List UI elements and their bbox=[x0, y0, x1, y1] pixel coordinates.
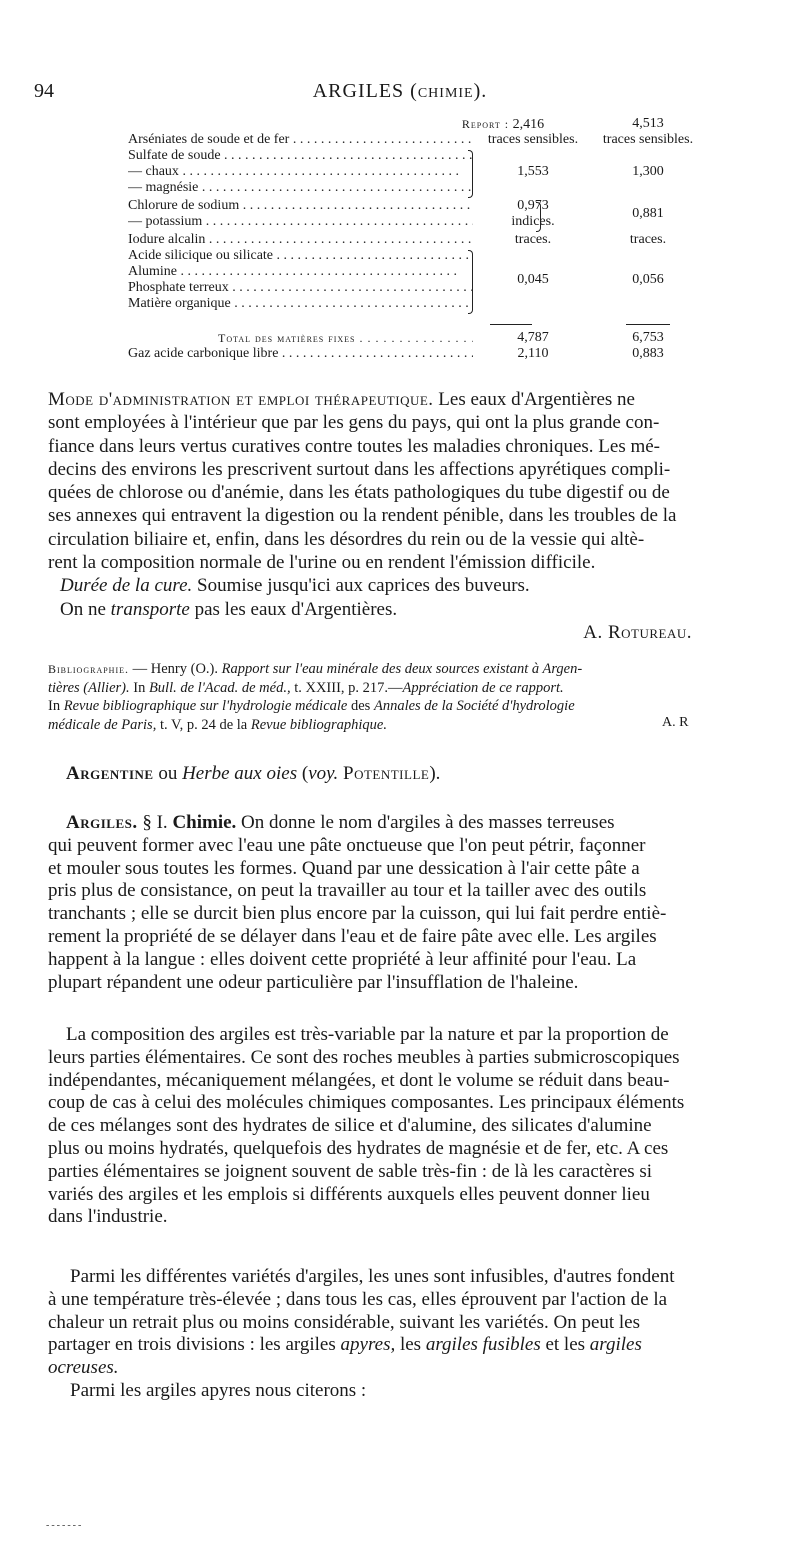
page-number: 94 bbox=[34, 80, 54, 102]
text-span: partager en trois divisions : les argiles bbox=[48, 1334, 336, 1356]
row-value-2: 1,300 bbox=[632, 164, 664, 179]
footer-dashes: ------- bbox=[46, 1520, 84, 1531]
gas-label: Gaz acide carbonique libre . . . bbox=[128, 346, 473, 362]
total-row bbox=[128, 330, 728, 346]
table-row bbox=[128, 180, 728, 196]
row-value-2: 0,881 bbox=[632, 206, 664, 221]
row-label: Matière organique . . . bbox=[128, 296, 473, 312]
total-label: Total des matières fixes . . . bbox=[218, 330, 473, 346]
duree-label: Durée de la cure. bbox=[60, 575, 193, 597]
text-line: sont employées à l'intérieur que par les gens du pays, qui ont la plus grande con- bbox=[48, 412, 660, 434]
text-line: tranchants ; elle se durcit bien plus encore par la cuisson, qui lui fait perdre entiè- bbox=[48, 903, 667, 925]
bib-text: t. XXIII, p. 217.— bbox=[294, 679, 403, 696]
table-row bbox=[128, 232, 728, 248]
text-span: les bbox=[399, 1334, 422, 1356]
total-value-2: 6,753 bbox=[632, 330, 664, 345]
bibliography-signature: A. R bbox=[662, 715, 689, 730]
text-line: On donne le nom d'argiles à des masses terreuses bbox=[241, 812, 615, 833]
text-line: qui peuvent former avec l'eau une pâte onctueuse que l'on peut pétrir, façonner bbox=[48, 834, 646, 856]
running-title-main: ARGILES ( bbox=[312, 80, 418, 102]
running-title-end: ). bbox=[473, 80, 488, 102]
text-line: pris plus de consistance, on peut la travailler au tour et la tailler avec des outils bbox=[48, 880, 647, 902]
table-row bbox=[128, 214, 728, 230]
bib-italic: Bull. de l'Acad. de méd., bbox=[148, 679, 291, 696]
row-value-2: traces sensibles. bbox=[602, 132, 694, 147]
argiles-term: Argiles. bbox=[66, 812, 138, 833]
report-row bbox=[128, 116, 728, 132]
text-line: indépendantes, mécaniquement mélangées, et dont le volume se réduit dans beau- bbox=[48, 1069, 670, 1091]
row-value-1: 0,045 bbox=[517, 272, 549, 287]
transport-text-a: On ne bbox=[60, 598, 106, 620]
text-line: ses annexes qui entravent la digestion ou la rendent pénible, dans les troubles de la bbox=[48, 505, 677, 527]
bib-text: In bbox=[133, 679, 146, 696]
text-line: decins des environs les prescrivent surtout dans les affections apyrétiques compli- bbox=[48, 458, 671, 480]
argiles-paragraph-3 bbox=[48, 1266, 768, 1403]
gas-value-1: 2,110 bbox=[517, 346, 549, 361]
row-value-1: 0,973 bbox=[517, 198, 549, 213]
table-row bbox=[128, 164, 728, 180]
bibliography bbox=[48, 660, 768, 734]
row-label: — potassium . . . bbox=[128, 214, 473, 230]
bib-text: des bbox=[351, 698, 371, 714]
text-line: plus ou moins hydratés, quelquefois des hydrates de magnésie et de fer, etc. A ces bbox=[48, 1137, 669, 1159]
total-rule-1 bbox=[490, 324, 532, 325]
bib-italic: Revue bibliographique sur l'hydrologie médicale bbox=[63, 698, 348, 714]
row-label: Chlorure de sodium . . . bbox=[128, 198, 473, 214]
row-label: Acide silicique ou silicate . . . bbox=[128, 248, 473, 264]
section-number: § I. bbox=[142, 812, 168, 833]
text-line: quées de chlorose ou d'anémie, dans les états pathologiques du tube digestif ou de bbox=[48, 482, 670, 504]
entry-text: ( bbox=[301, 763, 309, 784]
argiles-paragraph-2 bbox=[48, 1024, 768, 1229]
bib-italic: médicale de Paris, bbox=[48, 716, 157, 733]
text-line: Les eaux d'Argentières ne bbox=[438, 389, 635, 410]
text-line: Parmi les argiles apyres nous citerons : bbox=[70, 1379, 367, 1401]
italic-term: ocreuses. bbox=[48, 1357, 119, 1379]
table-row bbox=[128, 198, 728, 221]
brace-chlorures bbox=[536, 202, 541, 232]
running-title bbox=[34, 80, 766, 103]
entry-reference: Potentille bbox=[343, 763, 430, 784]
bib-text: t. V, p. 24 de la bbox=[159, 716, 248, 733]
italic-term: apyres, bbox=[340, 1334, 396, 1356]
italic-term: argiles bbox=[589, 1334, 642, 1356]
text-line: dans l'industrie. bbox=[48, 1206, 168, 1228]
text-line: à une température très-élevée ; dans tous les cas, elles éprouvent par l'action de la bbox=[48, 1288, 668, 1310]
text-line: fiance dans leurs vertus curatives contre toutes les maladies chroniques. Les mé- bbox=[48, 435, 661, 457]
table-row bbox=[128, 296, 728, 312]
row-value-2: 0,056 bbox=[632, 272, 664, 287]
brace-silicates bbox=[468, 250, 473, 314]
total-value-1: 4,787 bbox=[517, 330, 549, 345]
bibliography-label: Bibliographie. bbox=[48, 662, 129, 676]
text-line: plupart répandent une odeur particulière par l'insufflation de l'haleine. bbox=[48, 971, 579, 993]
row-label: Phosphate terreux . . . bbox=[128, 280, 473, 296]
transport-text-b: pas les eaux d'Argentières. bbox=[194, 598, 398, 620]
running-title-small: CHIMIE bbox=[417, 86, 474, 101]
row-label: — magnésie . . . bbox=[128, 180, 473, 196]
author-signature: A. Rotureau. bbox=[583, 622, 692, 643]
row-value-1: indices. bbox=[511, 214, 555, 229]
duree-text: Soumise jusqu'ici aux caprices des buveurs. bbox=[197, 575, 530, 597]
brace-sulfates bbox=[468, 150, 473, 198]
text-line: chaleur un retrait plus ou moins considérable, suivant les variétés. On peut les bbox=[48, 1311, 641, 1333]
table-row bbox=[128, 248, 728, 264]
row-label: Sulfate de soude . . . bbox=[128, 148, 473, 164]
table-row bbox=[128, 148, 728, 164]
gas-value-2: 0,883 bbox=[632, 346, 664, 361]
page-header bbox=[34, 80, 766, 106]
bib-italic: Appréciation de ce rapport. bbox=[402, 679, 564, 696]
text-line: happent à la langue : elles doivent cette propriété à leur affinité pour l'eau. La bbox=[48, 948, 637, 970]
bib-italic: tières (Allier). bbox=[48, 679, 130, 696]
row-label: — chaux . . . bbox=[128, 164, 473, 180]
text-span: et les bbox=[545, 1334, 586, 1356]
text-line: de ces mélanges sont des hydrates de silice et d'alumine, des silicates d'alumine bbox=[48, 1115, 652, 1137]
text-line: rement la propriété de se délayer dans l'eau et de faire pâte avec elle. Les argiles bbox=[48, 925, 657, 947]
entry-text: ou bbox=[158, 763, 178, 784]
row-value-1: traces. bbox=[514, 232, 552, 247]
argentine-term: Argentine bbox=[66, 763, 154, 784]
entry-italic: Herbe aux oies bbox=[182, 763, 298, 784]
report-value-2: 4,513 bbox=[632, 116, 664, 131]
gas-row bbox=[128, 346, 728, 362]
text-line: Parmi les différentes variétés d'argiles, les unes sont infusibles, d'autres fondent bbox=[70, 1266, 675, 1287]
text-line: rent la composition normale de l'urine ou en rendent l'émission difficile. bbox=[48, 552, 596, 574]
text-line: leurs parties élémentaires. Ce sont des roches meubles à parties submicroscopiques bbox=[48, 1046, 680, 1068]
bib-italic: Rapport sur l'eau minérale des deux sources existant à Argen- bbox=[221, 661, 583, 677]
bib-text: In bbox=[48, 698, 61, 714]
row-value-1: traces sensibles. bbox=[487, 132, 579, 147]
table-row bbox=[128, 132, 728, 148]
total-rule-2 bbox=[626, 324, 670, 325]
text-line: variés des argiles et les emplois si différents auxquels elles peuvent donner lieu bbox=[48, 1183, 650, 1205]
entry-italic: voy. bbox=[308, 763, 339, 784]
text-line: parties élémentaires se joignent souvent de sable très-fin : de là les caractères si bbox=[48, 1160, 653, 1182]
text-line: La composition des argiles est très-variable par la nature et par la proportion de bbox=[66, 1024, 669, 1045]
entry-text: ). bbox=[429, 763, 441, 784]
row-value-1: 1,553 bbox=[517, 164, 549, 179]
bib-italic: Revue bibliographique. bbox=[250, 716, 387, 733]
row-label: Alumine . . . bbox=[128, 264, 473, 280]
mode-paragraph bbox=[48, 388, 768, 621]
text-line: coup de cas à celui des molécules chimiques composantes. Les principaux éléments bbox=[48, 1092, 685, 1114]
report-value-1: 2,416 bbox=[512, 117, 545, 132]
row-label: Iodure alcalin . . . bbox=[128, 232, 473, 248]
argiles-paragraph-1 bbox=[48, 812, 768, 994]
mode-heading: Mode d'administration et emploi thérapeutique. bbox=[48, 389, 434, 410]
row-value-2: traces. bbox=[629, 232, 667, 247]
text-line: et mouler sous toutes les formes. Quand par une dessication à l'air cette pâte a bbox=[48, 857, 640, 879]
italic-term: argiles fusibles bbox=[425, 1334, 541, 1356]
report-label: Report : bbox=[461, 117, 510, 131]
text-line: circulation biliaire et, enfin, dans les désordres du rein ou de la vessie qui altè- bbox=[48, 528, 645, 550]
table-row bbox=[128, 280, 728, 296]
transport-italic: transporte bbox=[110, 598, 190, 620]
argentine-entry bbox=[66, 763, 440, 785]
bib-text: — Henry (O.). bbox=[132, 661, 218, 677]
row-label: Arséniates de soude et de fer . . . bbox=[128, 132, 473, 148]
section-name: Chimie. bbox=[172, 812, 237, 833]
bib-italic: Annales de la Société d'hydrologie bbox=[373, 698, 575, 714]
